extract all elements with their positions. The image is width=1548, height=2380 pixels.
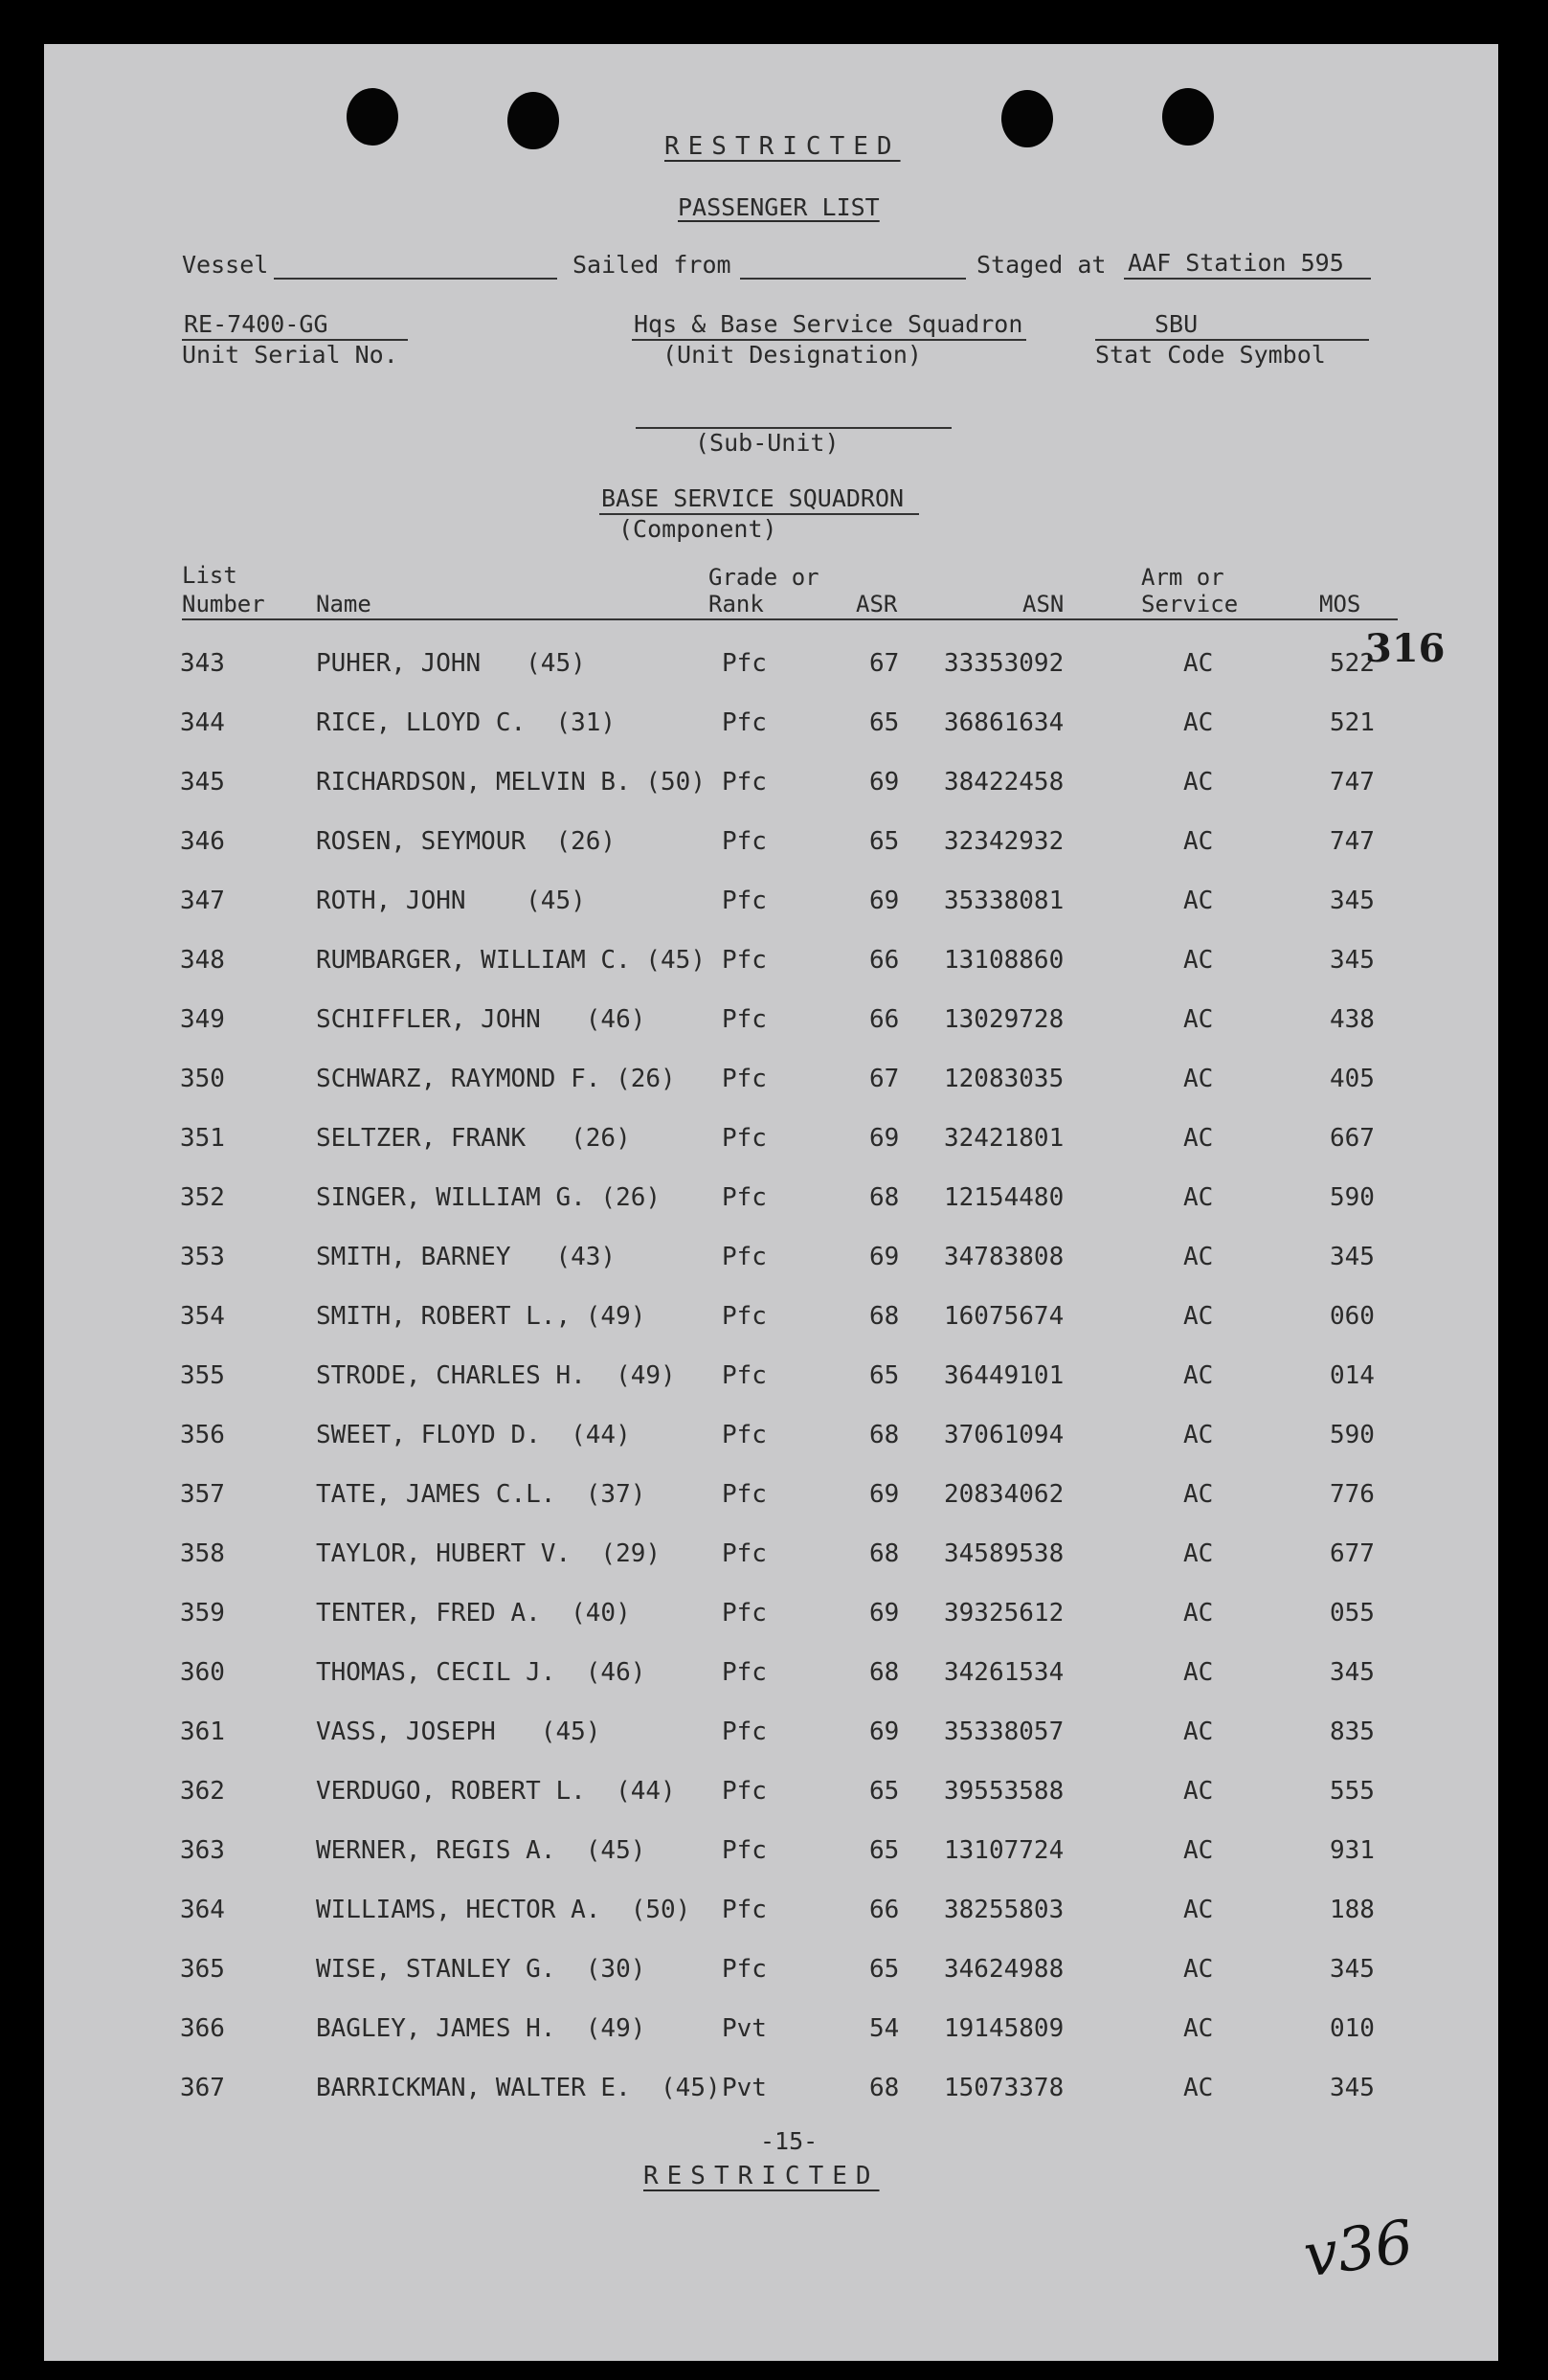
unit-designation-value: Hqs & Base Service Squadron: [634, 310, 1023, 338]
table-row: [44, 768, 1498, 806]
col-header-list-1: List: [182, 562, 237, 589]
unit-serial-value: RE-7400-GG: [184, 310, 328, 338]
table-row: [44, 649, 1498, 687]
asn-number: 12083035: [944, 1065, 1065, 1093]
mos-code: 590: [1330, 1183, 1375, 1212]
asr-score: 65: [869, 1777, 900, 1806]
grade-rank: Pfc: [722, 1718, 767, 1746]
arm-service: AC: [1183, 887, 1214, 915]
arm-service: AC: [1183, 1718, 1214, 1746]
asr-score: 68: [869, 1302, 900, 1331]
list-number: 367: [180, 2074, 225, 2102]
col-header-mos: MOS: [1319, 591, 1361, 617]
table-row: [44, 1302, 1498, 1340]
restricted-heading-top: RESTRICTED: [664, 132, 901, 161]
list-number: 360: [180, 1658, 225, 1687]
asr-score: 69: [869, 768, 900, 797]
asr-score: 68: [869, 1658, 900, 1687]
passenger-name: RICE, LLOYD C. (31): [316, 708, 617, 737]
col-header-grade-2: Rank: [708, 591, 764, 617]
document-page: [44, 44, 1498, 2361]
list-number: 349: [180, 1005, 225, 1034]
mos-code: 931: [1330, 1836, 1375, 1865]
asn-number: 16075674: [944, 1302, 1065, 1331]
vessel-blank: [274, 278, 557, 280]
table-row: [44, 708, 1498, 747]
component-value: BASE SERVICE SQUADRON: [601, 484, 905, 512]
list-number: 359: [180, 1599, 225, 1628]
grade-rank: Pfc: [722, 1777, 767, 1806]
passenger-name: STRODE, CHARLES H. (49): [316, 1361, 676, 1390]
grade-rank: Pfc: [722, 1124, 767, 1153]
col-header-list-2: Number: [182, 591, 265, 617]
asr-score: 68: [869, 1421, 900, 1449]
table-row: [44, 1658, 1498, 1696]
asr-score: 68: [869, 2074, 900, 2102]
arm-service: AC: [1183, 1539, 1214, 1568]
mos-code: 188: [1330, 1896, 1375, 1924]
table-row: [44, 827, 1498, 865]
mos-code: 345: [1330, 946, 1375, 975]
table-row: [44, 1421, 1498, 1459]
punch-hole: [1162, 88, 1214, 146]
mos-code: 667: [1330, 1124, 1375, 1153]
list-number: 348: [180, 946, 225, 975]
asr-score: 65: [869, 708, 900, 737]
asr-score: 66: [869, 946, 900, 975]
asn-number: 37061094: [944, 1421, 1065, 1449]
sailed-from-label: Sailed from: [572, 251, 731, 279]
asn-number: 19145809: [944, 2014, 1065, 2043]
list-number: 350: [180, 1065, 225, 1093]
asr-score: 69: [869, 1243, 900, 1271]
mos-code: 747: [1330, 827, 1375, 856]
grade-rank: Pvt: [722, 2014, 767, 2043]
vessel-label: Vessel: [182, 251, 269, 279]
asn-number: 12154480: [944, 1183, 1065, 1212]
asr-score: 69: [869, 1718, 900, 1746]
passenger-name: ROTH, JOHN (45): [316, 887, 586, 915]
asn-number: 34589538: [944, 1539, 1065, 1568]
asr-score: 65: [869, 1836, 900, 1865]
table-row: [44, 1005, 1498, 1044]
handwritten-note: v36: [1299, 2206, 1418, 2291]
mos-code: 590: [1330, 1421, 1375, 1449]
grade-rank: Pfc: [722, 1183, 767, 1212]
asn-number: 35338081: [944, 887, 1065, 915]
mos-code: 010: [1330, 2014, 1375, 2043]
passenger-name: SMITH, ROBERT L., (49): [316, 1302, 646, 1331]
passenger-name: PUHER, JOHN (45): [316, 649, 586, 678]
passenger-name: SMITH, BARNEY (43): [316, 1243, 617, 1271]
mos-code: 521: [1330, 708, 1375, 737]
list-number: 343: [180, 649, 225, 678]
asn-number: 39325612: [944, 1599, 1065, 1628]
grade-rank: Pfc: [722, 1599, 767, 1628]
col-header-grade-1: Grade or: [708, 564, 819, 591]
grade-rank: Pfc: [722, 946, 767, 975]
mos-code: 345: [1330, 1658, 1375, 1687]
asn-number: 33353092: [944, 649, 1065, 678]
arm-service: AC: [1183, 1658, 1214, 1687]
arm-service: AC: [1183, 946, 1214, 975]
mos-code: 555: [1330, 1777, 1375, 1806]
asn-number: 36861634: [944, 708, 1065, 737]
col-header-asr: ASR: [856, 591, 898, 617]
asr-score: 66: [869, 1896, 900, 1924]
staged-at-label: Staged at: [976, 251, 1107, 279]
arm-service: AC: [1183, 1005, 1214, 1034]
list-number: 353: [180, 1243, 225, 1271]
table-row: [44, 1539, 1498, 1578]
stat-code-value: SBU: [1155, 310, 1199, 338]
list-number: 344: [180, 708, 225, 737]
mos-code: 438: [1330, 1005, 1375, 1034]
staged-at-value: AAF Station 595: [1128, 249, 1344, 277]
passenger-name: TATE, JAMES C.L. (37): [316, 1480, 646, 1509]
arm-service: AC: [1183, 827, 1214, 856]
table-row: [44, 1124, 1498, 1162]
asn-number: 38255803: [944, 1896, 1065, 1924]
table-row: [44, 1718, 1498, 1756]
grade-rank: Pfc: [722, 1836, 767, 1865]
asn-number: 13108860: [944, 946, 1065, 975]
asn-number: 39553588: [944, 1777, 1065, 1806]
table-row: [44, 1599, 1498, 1637]
list-number: 346: [180, 827, 225, 856]
grade-rank: Pvt: [722, 2074, 767, 2102]
grade-rank: Pfc: [722, 1480, 767, 1509]
document-title: PASSENGER LIST: [678, 193, 880, 221]
list-number: 357: [180, 1480, 225, 1509]
asr-score: 69: [869, 887, 900, 915]
list-number: 361: [180, 1718, 225, 1746]
stamp-number: 316: [1365, 626, 1446, 671]
punch-hole: [1001, 90, 1053, 147]
table-row: [44, 1065, 1498, 1103]
passenger-name: ROSEN, SEYMOUR (26): [316, 827, 617, 856]
asn-number: 13107724: [944, 1836, 1065, 1865]
restricted-heading-bottom: RESTRICTED: [643, 2162, 880, 2190]
list-number: 362: [180, 1777, 225, 1806]
grade-rank: Pfc: [722, 1896, 767, 1924]
grade-rank: Pfc: [722, 1065, 767, 1093]
grade-rank: Pfc: [722, 827, 767, 856]
page-number: -15-: [760, 2127, 819, 2155]
passenger-name: BAGLEY, JAMES H. (49): [316, 2014, 646, 2043]
table-row: [44, 1836, 1498, 1875]
arm-service: AC: [1183, 1421, 1214, 1449]
mos-code: 345: [1330, 887, 1375, 915]
asn-number: 32421801: [944, 1124, 1065, 1153]
list-number: 364: [180, 1896, 225, 1924]
table-row: [44, 1777, 1498, 1815]
mos-code: 055: [1330, 1599, 1375, 1628]
asr-score: 65: [869, 1361, 900, 1390]
list-number: 365: [180, 1955, 225, 1984]
asr-score: 67: [869, 1065, 900, 1093]
passenger-name: WISE, STANLEY G. (30): [316, 1955, 646, 1984]
asn-number: 38422458: [944, 768, 1065, 797]
col-header-arm-1: Arm or: [1141, 564, 1224, 591]
grade-rank: Pfc: [722, 1539, 767, 1568]
asn-number: 13029728: [944, 1005, 1065, 1034]
list-number: 354: [180, 1302, 225, 1331]
table-row: [44, 946, 1498, 984]
header-rule: [182, 618, 1398, 620]
staged-at-blank: [1124, 278, 1371, 280]
grade-rank: Pfc: [722, 1243, 767, 1271]
arm-service: AC: [1183, 1361, 1214, 1390]
asr-score: 69: [869, 1124, 900, 1153]
sailed-from-blank: [740, 278, 966, 280]
arm-service: AC: [1183, 1836, 1214, 1865]
arm-service: AC: [1183, 2014, 1214, 2043]
passenger-name: VERDUGO, ROBERT L. (44): [316, 1777, 676, 1806]
table-row: [44, 887, 1498, 925]
list-number: 355: [180, 1361, 225, 1390]
asr-score: 69: [869, 1480, 900, 1509]
list-number: 352: [180, 1183, 225, 1212]
asn-number: 34261534: [944, 1658, 1065, 1687]
passenger-name: WILLIAMS, HECTOR A. (50): [316, 1896, 691, 1924]
passenger-name: RUMBARGER, WILLIAM C. (45): [316, 946, 706, 975]
passenger-name: SCHIFFLER, JOHN (46): [316, 1005, 646, 1034]
list-number: 356: [180, 1421, 225, 1449]
table-row: [44, 1243, 1498, 1281]
asr-score: 67: [869, 649, 900, 678]
mos-code: 522: [1330, 649, 1375, 678]
arm-service: AC: [1183, 1777, 1214, 1806]
grade-rank: Pfc: [722, 708, 767, 737]
passenger-name: TAYLOR, HUBERT V. (29): [316, 1539, 662, 1568]
passenger-name: SWEET, FLOYD D. (44): [316, 1421, 631, 1449]
asn-number: 36449101: [944, 1361, 1065, 1390]
asn-number: 32342932: [944, 827, 1065, 856]
list-number: 363: [180, 1836, 225, 1865]
col-header-arm-2: Service: [1141, 591, 1239, 617]
arm-service: AC: [1183, 2074, 1214, 2102]
arm-service: AC: [1183, 1124, 1214, 1153]
asr-score: 65: [869, 827, 900, 856]
asr-score: 54: [869, 2014, 900, 2043]
asr-score: 66: [869, 1005, 900, 1034]
arm-service: AC: [1183, 1599, 1214, 1628]
grade-rank: Pfc: [722, 649, 767, 678]
arm-service: AC: [1183, 1183, 1214, 1212]
arm-service: AC: [1183, 708, 1214, 737]
passenger-name: THOMAS, CECIL J. (46): [316, 1658, 646, 1687]
mos-code: 405: [1330, 1065, 1375, 1093]
grade-rank: Pfc: [722, 887, 767, 915]
punch-hole: [347, 88, 398, 146]
table-row: [44, 1896, 1498, 1934]
passenger-name: SINGER, WILLIAM G. (26): [316, 1183, 662, 1212]
asr-score: 68: [869, 1539, 900, 1568]
asn-number: 35338057: [944, 1718, 1065, 1746]
grade-rank: Pfc: [722, 1658, 767, 1687]
passenger-name: SCHWARZ, RAYMOND F. (26): [316, 1065, 676, 1093]
col-header-asn: ASN: [1022, 591, 1065, 617]
table-row: [44, 1955, 1498, 1993]
arm-service: AC: [1183, 1243, 1214, 1271]
arm-service: AC: [1183, 1480, 1214, 1509]
table-row: [44, 1183, 1498, 1222]
arm-service: AC: [1183, 1065, 1214, 1093]
grade-rank: Pfc: [722, 1361, 767, 1390]
grade-rank: Pfc: [722, 768, 767, 797]
asr-score: 65: [869, 1955, 900, 1984]
arm-service: AC: [1183, 1955, 1214, 1984]
mos-code: 014: [1330, 1361, 1375, 1390]
mos-code: 747: [1330, 768, 1375, 797]
grade-rank: Pfc: [722, 1005, 767, 1034]
list-number: 366: [180, 2014, 225, 2043]
table-row: [44, 1480, 1498, 1518]
grade-rank: Pfc: [722, 1955, 767, 1984]
asn-number: 34783808: [944, 1243, 1065, 1271]
passenger-name: VASS, JOSEPH (45): [316, 1718, 601, 1746]
table-row: [44, 1361, 1498, 1400]
mos-code: 345: [1330, 1243, 1375, 1271]
punch-hole: [507, 92, 559, 149]
subunit-label: (Sub-Unit): [695, 429, 840, 457]
table-row: [44, 2014, 1498, 2053]
unit-serial-label: Unit Serial No.: [182, 341, 398, 369]
list-number: 351: [180, 1124, 225, 1153]
passenger-name: SELTZER, FRANK (26): [316, 1124, 631, 1153]
list-number: 345: [180, 768, 225, 797]
table-row: [44, 2074, 1498, 2112]
passenger-name: RICHARDSON, MELVIN B. (50): [316, 768, 706, 797]
arm-service: AC: [1183, 768, 1214, 797]
grade-rank: Pfc: [722, 1302, 767, 1331]
arm-service: AC: [1183, 1896, 1214, 1924]
mos-code: 677: [1330, 1539, 1375, 1568]
mos-code: 345: [1330, 1955, 1375, 1984]
arm-service: AC: [1183, 1302, 1214, 1331]
unit-designation-label: (Unit Designation): [662, 341, 922, 369]
component-label: (Component): [618, 515, 777, 543]
asn-number: 20834062: [944, 1480, 1065, 1509]
asr-score: 69: [869, 1599, 900, 1628]
list-number: 347: [180, 887, 225, 915]
grade-rank: Pfc: [722, 1421, 767, 1449]
arm-service: AC: [1183, 649, 1214, 678]
mos-code: 345: [1330, 2074, 1375, 2102]
asn-number: 15073378: [944, 2074, 1065, 2102]
passenger-name: BARRICKMAN, WALTER E. (45): [316, 2074, 721, 2102]
stat-code-label: Stat Code Symbol: [1095, 341, 1326, 369]
mos-code: 835: [1330, 1718, 1375, 1746]
asr-score: 68: [869, 1183, 900, 1212]
mos-code: 776: [1330, 1480, 1375, 1509]
list-number: 358: [180, 1539, 225, 1568]
passenger-name: TENTER, FRED A. (40): [316, 1599, 631, 1628]
passenger-name: WERNER, REGIS A. (45): [316, 1836, 646, 1865]
col-header-name: Name: [316, 591, 371, 617]
asn-number: 34624988: [944, 1955, 1065, 1984]
mos-code: 060: [1330, 1302, 1375, 1331]
